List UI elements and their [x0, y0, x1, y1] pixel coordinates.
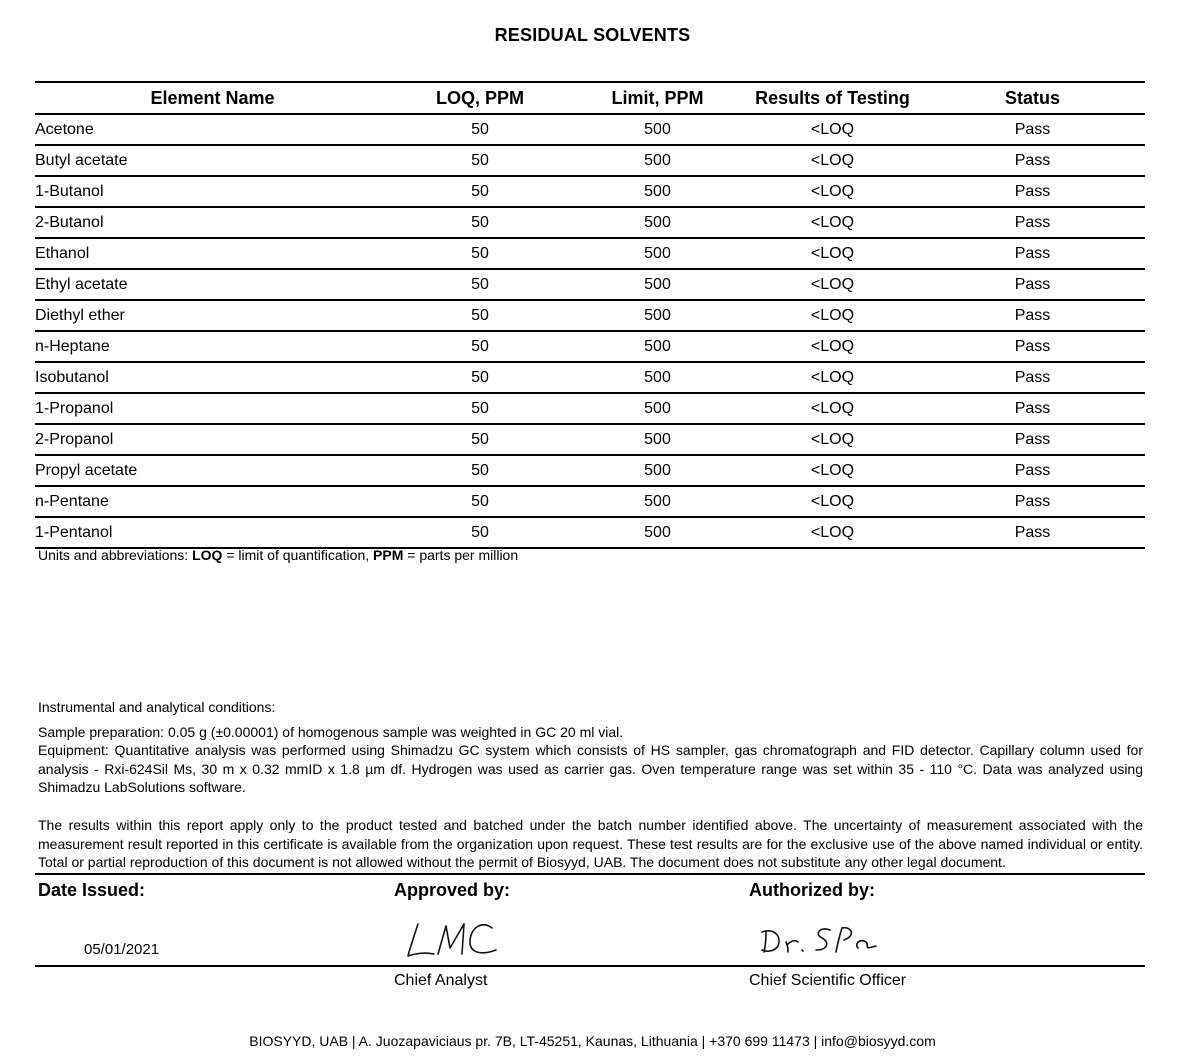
table-row [35, 331, 1145, 362]
report-title: RESIDUAL SOLVENTS [494, 25, 691, 45]
approved-signature [404, 918, 499, 963]
header-loq: LOQ, PPM [390, 82, 570, 114]
cell-status: Pass [920, 393, 1145, 424]
approved-by-label: Approved by: [394, 880, 511, 900]
cell-result: <LOQ [745, 486, 920, 517]
authorized-by-label: Authorized by: [749, 880, 875, 900]
units-prefix: Units and abbreviations: [38, 547, 193, 563]
cell-element-name: Diethyl ether [35, 300, 390, 331]
ppm-definition: = parts per million [403, 547, 519, 563]
cell-status: Pass [920, 455, 1145, 486]
cell-result: <LOQ [745, 331, 920, 362]
cell-status: Pass [920, 145, 1145, 176]
table-row [35, 486, 1145, 517]
table-row [35, 176, 1145, 207]
header-results: Results of Testing [745, 82, 920, 114]
authorized-signature [758, 918, 888, 963]
cell-result: <LOQ [745, 300, 920, 331]
cell-loq: 50 [390, 486, 570, 517]
footer-contact: BIOSYYD, UAB | A. Juozapaviciaus pr. 7B, LT-45251, Kaunas, Lithuania | +370 699 11473 | info@biosyyd.com [249, 1033, 936, 1049]
ppm-abbr: PPM [373, 547, 404, 563]
cell-loq: 50 [390, 207, 570, 238]
date-issued-value: 05/01/2021 [84, 941, 160, 958]
authorized-role: Chief Scientific Officer [749, 972, 907, 989]
table-row [35, 300, 1145, 331]
signature-top-divider [35, 873, 1145, 875]
cell-loq: 50 [390, 362, 570, 393]
header-limit: Limit, PPM [570, 82, 745, 114]
cell-result: <LOQ [745, 424, 920, 455]
cell-status: Pass [920, 362, 1145, 393]
table-row [35, 517, 1145, 548]
cell-element-name: 2-Propanol [35, 424, 390, 455]
cell-element-name: Acetone [35, 114, 390, 145]
cell-loq: 50 [390, 455, 570, 486]
cell-element-name: Butyl acetate [35, 145, 390, 176]
header-status: Status [920, 82, 1145, 114]
cell-status: Pass [920, 238, 1145, 269]
cell-loq: 50 [390, 238, 570, 269]
residual-solvents-table [35, 81, 1145, 549]
cell-loq: 50 [390, 269, 570, 300]
conditions-heading: Instrumental and analytical conditions: [38, 699, 276, 715]
cell-result: <LOQ [745, 114, 920, 145]
cell-limit: 500 [570, 207, 745, 238]
disclaimer-text: The results within this report apply only to the product tested and batched under the batch number identified above. The uncertainty of measurement associated with the measurement result reported in this certificate is available from the organization upon request. These test results are for the exclusive use of the above named individual or entity. Total or partial reproduction of this document is not allowed without the permit of Biosyyd, UAB. The document does not substitute any other legal document. [38, 817, 1143, 870]
cell-element-name: n-Pentane [35, 486, 390, 517]
cell-loq: 50 [390, 176, 570, 207]
cell-element-name: Ethanol [35, 238, 390, 269]
cell-status: Pass [920, 331, 1145, 362]
cell-limit: 500 [570, 238, 745, 269]
cell-status: Pass [920, 486, 1145, 517]
cell-status: Pass [920, 424, 1145, 455]
cell-loq: 50 [390, 517, 570, 548]
cell-result: <LOQ [745, 238, 920, 269]
cell-result: <LOQ [745, 176, 920, 207]
sample-preparation: Sample preparation: 0.05 g (±0.00001) of homogenous sample was weighted in GC 20 ml vial. [38, 724, 624, 740]
table-row [35, 455, 1145, 486]
cell-status: Pass [920, 207, 1145, 238]
cell-limit: 500 [570, 486, 745, 517]
cell-loq: 50 [390, 393, 570, 424]
cell-limit: 500 [570, 517, 745, 548]
table-row [35, 114, 1145, 145]
approved-role: Chief Analyst [394, 972, 488, 989]
cell-status: Pass [920, 176, 1145, 207]
cell-limit: 500 [570, 424, 745, 455]
table-header-row [35, 82, 1145, 114]
cell-limit: 500 [570, 300, 745, 331]
cell-element-name: n-Heptane [35, 331, 390, 362]
table-row [35, 207, 1145, 238]
table-row [35, 424, 1145, 455]
units-abbreviations [38, 547, 518, 563]
loq-abbr: LOQ [192, 547, 223, 563]
cell-loq: 50 [390, 331, 570, 362]
date-issued-label: Date Issued: [38, 880, 146, 900]
table-row [35, 238, 1145, 269]
table-row [35, 393, 1145, 424]
cell-element-name: 1-Pentanol [35, 517, 390, 548]
equipment-description: Equipment: Quantitative analysis was performed using Shimadzu GC system which consists of HS sampler, gas chromatograph and FID detector. Capillary column used for analysis - Rxi-624Sil Ms, 30 m x 0.32 mmID x 1.8 µm df. Hydrogen was used as carrier gas. Oven temperature range was set within 35 - 110 °C. Data was analyzed using Shimadzu LabSolutions software. [38, 742, 1143, 795]
cell-result: <LOQ [745, 207, 920, 238]
cell-loq: 50 [390, 424, 570, 455]
cell-result: <LOQ [745, 393, 920, 424]
signature-bottom-divider [35, 965, 1145, 967]
cell-status: Pass [920, 269, 1145, 300]
cell-element-name: 2-Butanol [35, 207, 390, 238]
cell-loq: 50 [390, 114, 570, 145]
cell-element-name: Ethyl acetate [35, 269, 390, 300]
cell-status: Pass [920, 300, 1145, 331]
cell-limit: 500 [570, 393, 745, 424]
cell-result: <LOQ [745, 517, 920, 548]
cell-limit: 500 [570, 362, 745, 393]
cell-limit: 500 [570, 114, 745, 145]
cell-result: <LOQ [745, 455, 920, 486]
cell-loq: 50 [390, 300, 570, 331]
cell-status: Pass [920, 114, 1145, 145]
table-row [35, 145, 1145, 176]
loq-definition: = limit of quantification, [222, 547, 374, 563]
table-row [35, 269, 1145, 300]
cell-element-name: 1-Propanol [35, 393, 390, 424]
cell-element-name: Isobutanol [35, 362, 390, 393]
cell-limit: 500 [570, 331, 745, 362]
cell-limit: 500 [570, 269, 745, 300]
cell-loq: 50 [390, 145, 570, 176]
header-element-name: Element Name [35, 82, 390, 114]
table-row [35, 362, 1145, 393]
cell-result: <LOQ [745, 362, 920, 393]
cell-element-name: Propyl acetate [35, 455, 390, 486]
cell-element-name: 1-Butanol [35, 176, 390, 207]
cell-result: <LOQ [745, 269, 920, 300]
table-body [35, 114, 1145, 548]
cell-limit: 500 [570, 455, 745, 486]
cell-limit: 500 [570, 176, 745, 207]
cell-result: <LOQ [745, 145, 920, 176]
cell-limit: 500 [570, 145, 745, 176]
cell-status: Pass [920, 517, 1145, 548]
